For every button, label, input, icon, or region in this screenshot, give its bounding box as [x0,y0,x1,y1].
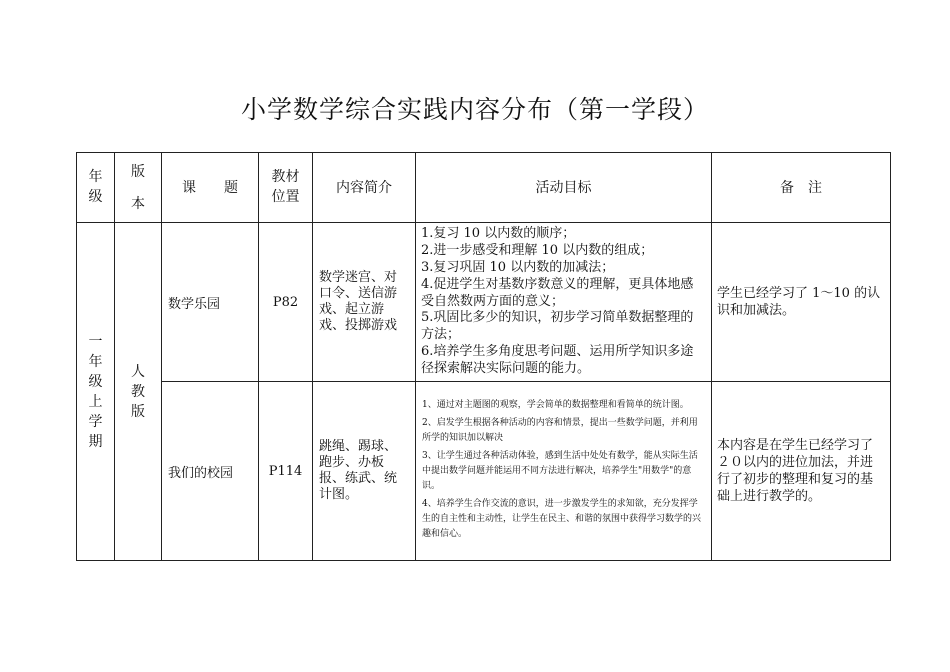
header-notes: 备 注 [712,153,891,223]
topic-cell: 数学乐园 [162,223,259,382]
curriculum-table [76,152,891,561]
intro-cell: 数学迷宫、对口令、送信游戏、起立游戏、投掷游戏 [313,223,416,382]
table-row [77,223,891,382]
goal-item: 4.促进学生对基数序数意义的理解，更具体地感受自然数两方面的意义； [421,276,694,309]
grade-cell: 一年级上学期 [77,223,115,561]
goal-item: 3、让学生通过各种活动体验，感到生活中处处有数学，能从实际生活中提出数学问题并能运用不同方法进行解决，培养学生"用数学"的意识。 [422,450,698,491]
goal-item: 5.巩固比多少的知识，初步学习简单数据整理的方法； [421,310,694,343]
goal-item: 6.培养学生多角度思考问题、运用所学知识多途径探索解决实际问题的能力。 [421,343,694,376]
goal-item: 1、通过对主题图的观察，学会简单的数据整理和看简单的统计图。 [422,399,689,410]
header-intro: 内容简介 [313,153,416,223]
goal-item: 2.进一步感受和理解 10 以内数的组成； [421,243,654,259]
topic-cell: 我们的校园 [162,382,259,561]
position-cell: P82 [259,223,313,382]
position-cell: P114 [259,382,313,561]
edition-cell: 人教版 [115,223,162,561]
goals-cell [416,223,712,382]
header-edition: 版本 [115,153,162,223]
header-goals: 活动目标 [416,153,712,223]
goal-item: 2、启发学生根据各种活动的内容和情景，提出一些数学问题，并利用所学的知识加以解决 [422,417,698,443]
note-cell: 本内容是在学生已经学习了２０以内的进位加法，并进行了初步的整理和复习的基础上进行教学的。 [712,382,891,561]
page-title: 小学数学综合实践内容分布（第一学段） [240,95,709,124]
goal-item: 4、培养学生合作交流的意识，进一步激发学生的求知欲，充分发挥学生的自主性和主动性，让学生在民主、和谐的氛围中获得学习数学的兴趣和信心。 [422,498,702,539]
header-topic: 课 题 [162,153,259,223]
header-grade: 年级 [77,153,115,223]
intro-cell: 跳绳、踢球、跑步、办板报、练武、统计图。 [313,382,416,561]
table-header-row [77,153,891,223]
goals-cell [416,382,712,561]
goal-item: 1.复习 10 以内数的顺序； [421,226,576,242]
table-row [77,382,891,561]
goal-item: 3.复习巩固 10 以内数的加减法； [421,260,615,275]
header-position: 教材位置 [259,153,313,223]
note-cell: 学生已经学习了 1～10 的认识和加减法。 [712,223,891,382]
